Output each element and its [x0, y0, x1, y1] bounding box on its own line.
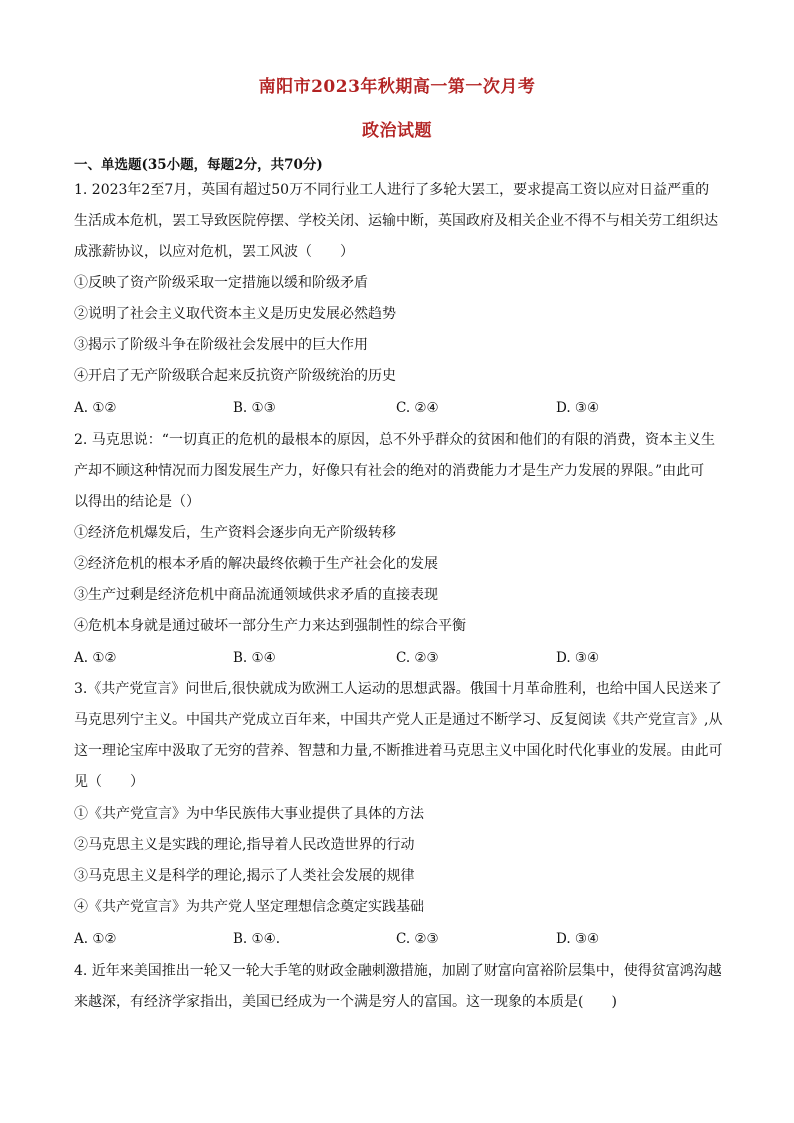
option-a: A. ①② — [74, 650, 117, 666]
question-stem-line: 1. 2023年2至7月，英国有超过50万不同行业工人进行了多轮大罢工，要求提高工资以应对日益严重的 — [74, 182, 710, 198]
option-d: D. ③④ — [556, 400, 600, 416]
statement: ④《共产党宣言》为共产党人坚定理想信念奠定实践基础 — [74, 899, 424, 915]
question-stem-line: 这一理论宝库中汲取了无穷的营养、智慧和力量,不断推进着马克思主义中国化时代化事业的发展。由此可 — [74, 743, 723, 759]
exam-title: 南阳市2023年秋期高一第一次月考 — [258, 77, 536, 97]
statement: ③揭示了阶级斗争在阶级社会发展中的巨大作用 — [74, 337, 368, 353]
statement: ②经济危机的根本矛盾的解决最终依赖于生产社会化的发展 — [74, 556, 438, 572]
question-stem-line: 产却不顾这种情况而力图发展生产力，好像只有社会的绝对的消费能力才是生产力发展的界限。”由此可 — [74, 463, 705, 479]
statement: ④危机本身就是通过破坏一部分生产力来达到强制性的综合平衡 — [74, 618, 466, 634]
option-a: A. ①② — [74, 400, 117, 416]
statement: ③马克思主义是科学的理论,揭示了人类社会发展的规律 — [74, 868, 415, 884]
question-stem-line: 见（ ） — [74, 774, 144, 790]
question-stem-line: 成涨薪协议，以应对危机，罢工风波（ ） — [74, 244, 354, 260]
option-b: B. ①④ — [233, 650, 276, 666]
statement: ③生产过剩是经济危机中商品流通领域供求矛盾的直接表现 — [74, 587, 438, 603]
question-stem-line: 4. 近年来美国推出一轮又一轮大手笔的财政金融刺激措施，加剧了财富向富裕阶层集中，使得贫富鸿沟越 — [74, 963, 722, 979]
question-stem-line: 3.《共产党宣言》问世后,很快就成为欧洲工人运动的思想武器。俄国十月革命胜利，也给中国人民送来了 — [74, 681, 722, 697]
option-c: C. ②③ — [396, 650, 439, 666]
option-a: A. ①② — [74, 931, 117, 947]
question-stem-line: 2. 马克思说：“一切真正的危机的最根本的原因，总不外乎群众的贫困和他们的有限的消费，资本主义生 — [74, 432, 715, 448]
statement: ①反映了资产阶级采取一定措施以缓和阶级矛盾 — [74, 275, 368, 291]
statement: ②马克思主义是实践的理论,指导着人民改造世界的行动 — [74, 837, 415, 853]
question-stem-line: 马克思列宁主义。中国共产党成立百年来，中国共产党人正是通过不断学习、反复阅读《共产党宣言》,从 — [74, 712, 723, 728]
statement: ②说明了社会主义取代资本主义是历史发展必然趋势 — [74, 306, 396, 322]
option-b: B. ①④. — [233, 931, 280, 947]
option-c: C. ②④ — [396, 400, 439, 416]
question-stem-line: 生活成本危机，罢工导致医院停摆、学校关闭、运输中断，英国政府及相关企业不得不与相关劳工组织达 — [74, 213, 718, 229]
exam-subtitle: 政治试题 — [362, 121, 432, 141]
statement: ①《共产党宣言》为中华民族伟大事业提供了具体的方法 — [74, 806, 424, 822]
option-b: B. ①③ — [233, 400, 276, 416]
question-stem-line: 以得出的结论是（） — [74, 494, 200, 510]
statement: ①经济危机爆发后，生产资料会逐步向无产阶级转移 — [74, 525, 396, 541]
question-stem-line: 来越深，有经济学家指出，美国已经成为一个满是穷人的富国。这一现象的本质是( ) — [74, 994, 617, 1010]
statement: ④开启了无产阶级联合起来反抗资产阶级统治的历史 — [74, 368, 396, 384]
option-d: D. ③④ — [556, 650, 600, 666]
option-d: D. ③④ — [556, 931, 600, 947]
option-c: C. ②③ — [396, 931, 439, 947]
section-heading: 一、单选题(35小题，每题2分，共70分) — [74, 157, 323, 173]
